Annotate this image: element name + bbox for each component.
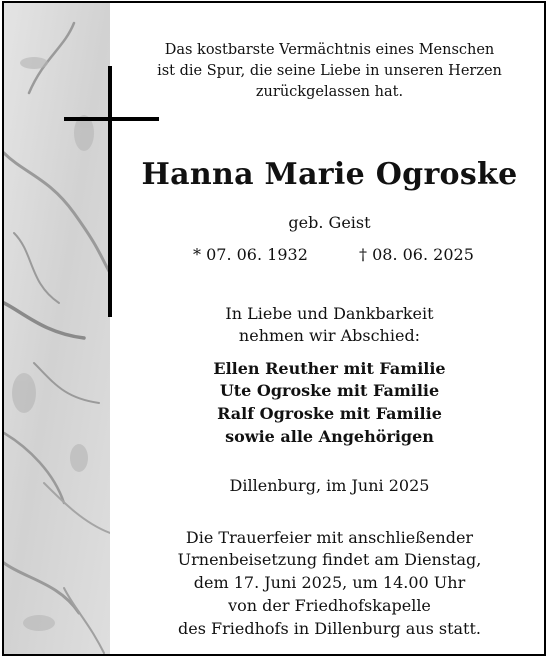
deceased-name: Hanna Marie Ogroske [141,157,518,192]
quote-line: ist die Spur, die seine Liebe in unseren Herzen [157,63,502,79]
obituary-card [2,1,546,656]
birth-name: geb. Geist [288,213,371,232]
funeral-line: Die Trauerfeier mit anschließender [185,528,474,547]
mourner-line: Ute Ogroske mit Familie [219,381,440,400]
quote-line: zurückgelassen hat. [255,84,404,100]
mourner-line: Ralf Ogroske mit Familie [217,404,442,423]
quote-line: Das kostbarste Vermächtnis eines Menschen [164,42,495,58]
death-date: † 08. 06. 2025 [359,245,474,264]
funeral-line: dem 17. Juni 2025, um 14.00 Uhr [193,573,466,592]
farewell-line: In Liebe und Dankbarkeit [225,304,434,323]
marble-strip [4,3,110,654]
funeral-line: von der Friedhofskapelle [228,596,431,615]
mourner-line: Ellen Reuther mit Familie [213,359,446,378]
birth-date: * 07. 06. 1932 [193,245,308,264]
funeral-line: Urnenbeisetzung findet am Dienstag, [177,550,482,569]
place-date: Dillenburg, im Juni 2025 [229,476,430,495]
farewell-line: nehmen wir Abschied: [238,326,421,345]
obituary-text [111,3,546,654]
mourner-line: sowie alle Angehörigen [225,427,434,446]
funeral-line: des Friedhofs in Dillenburg aus statt. [178,619,481,638]
